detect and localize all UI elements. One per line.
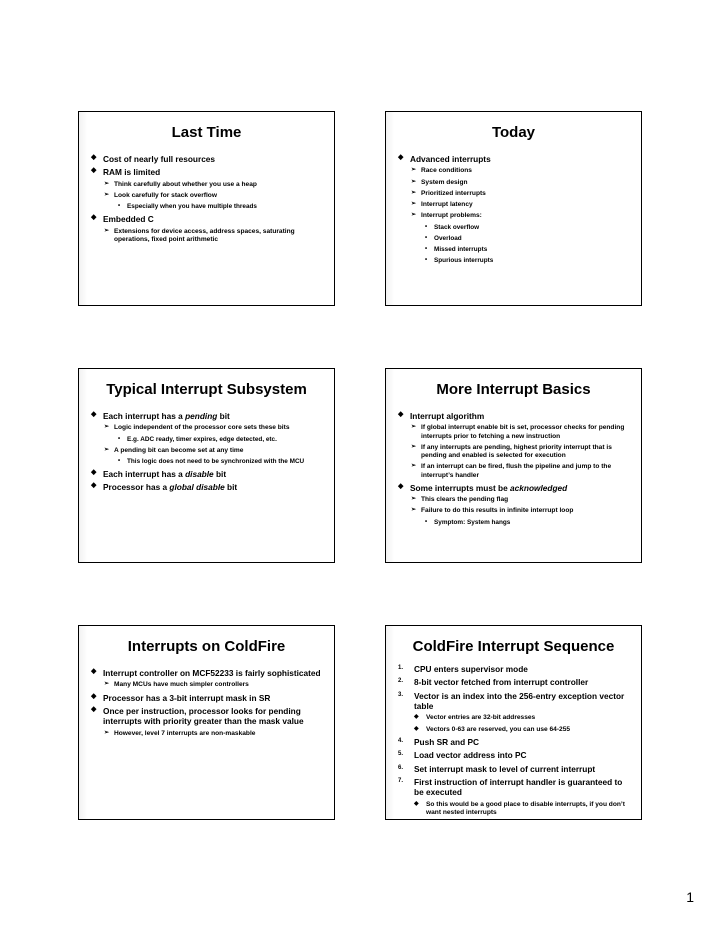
item-text: Symptom: System hangs [434, 518, 511, 526]
sub-bullet-item [91, 681, 326, 689]
slide-today [385, 111, 642, 306]
item-text: Vector is an index into the 256-entry exception vector table [414, 690, 625, 712]
sub-sub-bullet-item [91, 458, 326, 466]
item-text: This clears the pending flag [421, 496, 509, 504]
sub-sub-bullet-item [398, 257, 633, 265]
item-text: CPU enters supervisor mode [414, 664, 528, 674]
numbered-item [398, 737, 633, 747]
bullet-icon: ◆ [414, 714, 419, 721]
numbered-item [398, 691, 633, 712]
emphasis-text: acknowledged [510, 482, 568, 493]
sub-sub-bullet-item [398, 224, 633, 232]
bullet-icon: ◆ [398, 482, 404, 490]
bullet-icon: • [118, 203, 121, 210]
bullet-icon: ◆ [91, 668, 97, 675]
item-text: Interrupt controller on MCF52233 is fairly sophisticated [103, 668, 321, 678]
item-text: RAM is limited [103, 167, 161, 178]
item-text: Stack overflow [434, 223, 480, 231]
bullet-item [91, 482, 326, 492]
slide-body [398, 411, 633, 530]
bullet-item [91, 214, 326, 224]
item-text: Extensions for device access, address spaces, saturating operations, fixed point arithmetic [114, 227, 295, 243]
bullet-icon: ➢ [104, 681, 110, 688]
bullet-icon: • [118, 435, 121, 442]
sub-bullet-item [398, 167, 633, 175]
slide-title: ColdFire Interrupt Sequence [412, 638, 615, 655]
bullet-icon: ◆ [398, 154, 404, 161]
item-text: Each interrupt has a disable bit [103, 468, 227, 479]
item-text: Failure to do this results in infinite interrupt loop [421, 507, 574, 515]
item-text: Advanced interrupts [410, 154, 491, 164]
item-text: Processor has a global disable bit [103, 482, 238, 493]
sub-sub-bullet-item [398, 235, 633, 243]
bullet-icon: ◆ [91, 154, 97, 161]
item-text: Prioritized interrupts [421, 189, 486, 197]
bullet-icon: ➢ [411, 167, 417, 174]
item-number: 5. [398, 751, 404, 758]
slide-body [398, 664, 633, 820]
numbered-item [398, 750, 633, 760]
bullet-icon: ◆ [91, 214, 97, 222]
bullet-item [91, 706, 326, 727]
slide-title: Typical Interrupt Subsystem [106, 381, 307, 398]
bullet-item [91, 411, 326, 421]
bullet-item [91, 668, 326, 678]
bullet-icon: ➢ [104, 191, 110, 198]
sub-bullet-item [91, 424, 326, 432]
bullet-icon: ➢ [104, 446, 110, 453]
item-text: Push SR and PC [414, 736, 480, 747]
slide-more-interrupt-basics [385, 368, 642, 563]
slide-last-time [78, 111, 335, 306]
bullet-icon: • [425, 518, 428, 525]
sub-bullet-item [398, 179, 633, 187]
item-text: This logic does not need to be synchronized with the MCU [127, 457, 305, 465]
item-number: 6. [398, 764, 404, 771]
item-text: Spurious interrupts [434, 256, 494, 264]
bullet-icon: ◆ [398, 411, 404, 418]
sub-bullet-item [91, 447, 326, 455]
sub-bullet-item [91, 192, 326, 200]
sub-bullet-item [398, 201, 633, 209]
bullet-icon: ◆ [91, 468, 97, 476]
sub-bullet-item [398, 496, 633, 504]
sub-sub-bullet-item [91, 203, 326, 211]
item-text: System design [421, 178, 468, 186]
bullet-icon: • [425, 223, 428, 230]
item-number: 7. [398, 777, 404, 784]
item-text: Especially when you have multiple threads [127, 203, 257, 211]
item-text: Vector entries are 32-bit addresses [426, 714, 536, 722]
bullet-icon: ➢ [411, 507, 417, 514]
numbered-item [398, 677, 633, 687]
numbered-item [398, 764, 633, 774]
item-text: So this would be a good place to disable interrupts, if you don’t want nested interrupts [426, 800, 625, 816]
bullet-icon: ➢ [104, 729, 110, 736]
slide-body [91, 668, 326, 741]
item-text: Race conditions [421, 167, 472, 175]
sub-bullet-item [398, 424, 633, 440]
bullet-icon: ➢ [411, 496, 417, 503]
sub-bullet-item [91, 730, 326, 738]
item-text: Look carefully for stack overflow [114, 191, 217, 199]
emphasis-text: global disable [169, 482, 225, 493]
bullet-icon: ◆ [414, 725, 419, 732]
bullet-item [398, 483, 633, 493]
bullet-icon: ➢ [411, 424, 417, 431]
item-text: Set interrupt mask to level of current interrupt [414, 763, 596, 774]
slide-typical-interrupt-subsystem [78, 368, 335, 563]
sub-sub-bullet-item [91, 436, 326, 444]
bullet-icon: ➢ [411, 212, 417, 219]
bullet-icon: ➢ [411, 443, 417, 450]
numbered-sub-item [398, 801, 633, 817]
bullet-icon: • [425, 245, 428, 252]
item-text: Think carefully about whether you use a heap [114, 180, 257, 188]
slide-title: Today [491, 124, 536, 141]
sub-bullet-item [91, 228, 326, 244]
bullet-item [398, 154, 633, 164]
bullet-icon: ◆ [91, 692, 97, 700]
bullet-item [91, 693, 326, 703]
bullet-icon: ➢ [411, 463, 417, 470]
sub-sub-bullet-item [398, 246, 633, 254]
item-text: Cost of nearly full resources [103, 154, 216, 164]
item-text: E.g. ADC ready, timer expires, edge detected, etc. [127, 435, 277, 443]
item-text: Missed interrupts [434, 245, 488, 253]
sub-bullet-item [91, 181, 326, 189]
bullet-icon: ➢ [104, 180, 110, 187]
item-text: Interrupt problems: [421, 212, 482, 220]
emphasis-text: disable [185, 468, 214, 479]
slide-body [91, 411, 326, 496]
slide-title: Interrupts on ColdFire [127, 638, 286, 655]
item-text: However, level 7 interrupts are non-maskable [114, 729, 256, 737]
item-text: Interrupt latency [421, 201, 473, 209]
item-text: Some interrupts must be acknowledged [410, 482, 568, 493]
item-text: Once per instruction, processor looks for pending interrupts with priority greater than the mask value [103, 705, 304, 727]
bullet-icon: ➢ [411, 178, 417, 185]
sub-sub-bullet-item [398, 519, 633, 527]
item-text: If any interrupts are pending, highest priority interrupt that is pending and enabled is selected for execution [421, 443, 612, 460]
slide-body [91, 154, 326, 247]
item-number: 1. [398, 665, 404, 671]
item-number: 3. [398, 691, 404, 698]
sub-bullet-item [398, 212, 633, 220]
item-text: If an interrupt can be fired, flush the pipeline and jump to the interrupt’s handler [421, 463, 612, 479]
numbered-item [398, 664, 633, 674]
bullet-item [398, 411, 633, 421]
item-text: Processor has a 3-bit interrupt mask in SR [103, 692, 271, 703]
bullet-icon: ◆ [91, 167, 97, 175]
item-text: Overload [434, 234, 462, 242]
bullet-icon: ◆ [414, 800, 419, 807]
bullet-icon: ◆ [91, 411, 97, 418]
slide-interrupts-on-coldfire [78, 625, 335, 820]
bullet-icon: ➢ [104, 227, 110, 234]
item-text: 8-bit vector fetched from interrupt controller [414, 677, 589, 688]
numbered-item [398, 777, 633, 798]
item-number: 4. [398, 737, 404, 744]
sub-bullet-item [398, 507, 633, 515]
bullet-icon: ◆ [91, 705, 97, 713]
item-text: Interrupt algorithm [410, 411, 485, 421]
slide-body [398, 154, 633, 268]
bullet-item [91, 469, 326, 479]
item-text: Load vector address into PC [414, 750, 527, 761]
item-number: 2. [398, 678, 404, 685]
bullet-item [91, 167, 326, 177]
emphasis-text: pending [185, 411, 218, 421]
item-text: Logic independent of the processor core sets these bits [114, 424, 290, 432]
bullet-icon: • [425, 234, 428, 241]
bullet-item [91, 154, 326, 164]
bullet-icon: ➢ [411, 189, 417, 196]
bullet-icon: ➢ [104, 424, 110, 431]
item-text: Embedded C [103, 214, 154, 225]
slide-title: Last Time [171, 124, 242, 141]
item-text: If global interrupt enable bit is set, processor checks for pending interrupts prior to fetching a new instruction [421, 424, 625, 440]
numbered-sub-item [398, 714, 633, 722]
item-text: First instruction of interrupt handler is guaranteed to be executed [414, 776, 623, 798]
numbered-sub-item [398, 726, 633, 734]
item-text: Many MCUs have much simpler controllers [114, 681, 249, 689]
bullet-icon: ◆ [91, 482, 97, 490]
item-text: Each interrupt has a pending bit [103, 411, 230, 421]
slide-title: More Interrupt Basics [436, 381, 591, 398]
sub-bullet-item [398, 190, 633, 198]
bullet-icon: • [118, 457, 121, 464]
bullet-icon: ➢ [411, 201, 417, 208]
item-text: Vectors 0-63 are reserved, you can use 64-255 [426, 725, 571, 733]
item-text: A pending bit can become set at any time [114, 446, 244, 454]
sub-bullet-item [398, 444, 633, 460]
slide-coldfire-interrupt-sequence [385, 625, 642, 820]
sub-bullet-item [398, 463, 633, 479]
page-number: 1 [686, 889, 694, 905]
bullet-icon: • [425, 256, 428, 263]
